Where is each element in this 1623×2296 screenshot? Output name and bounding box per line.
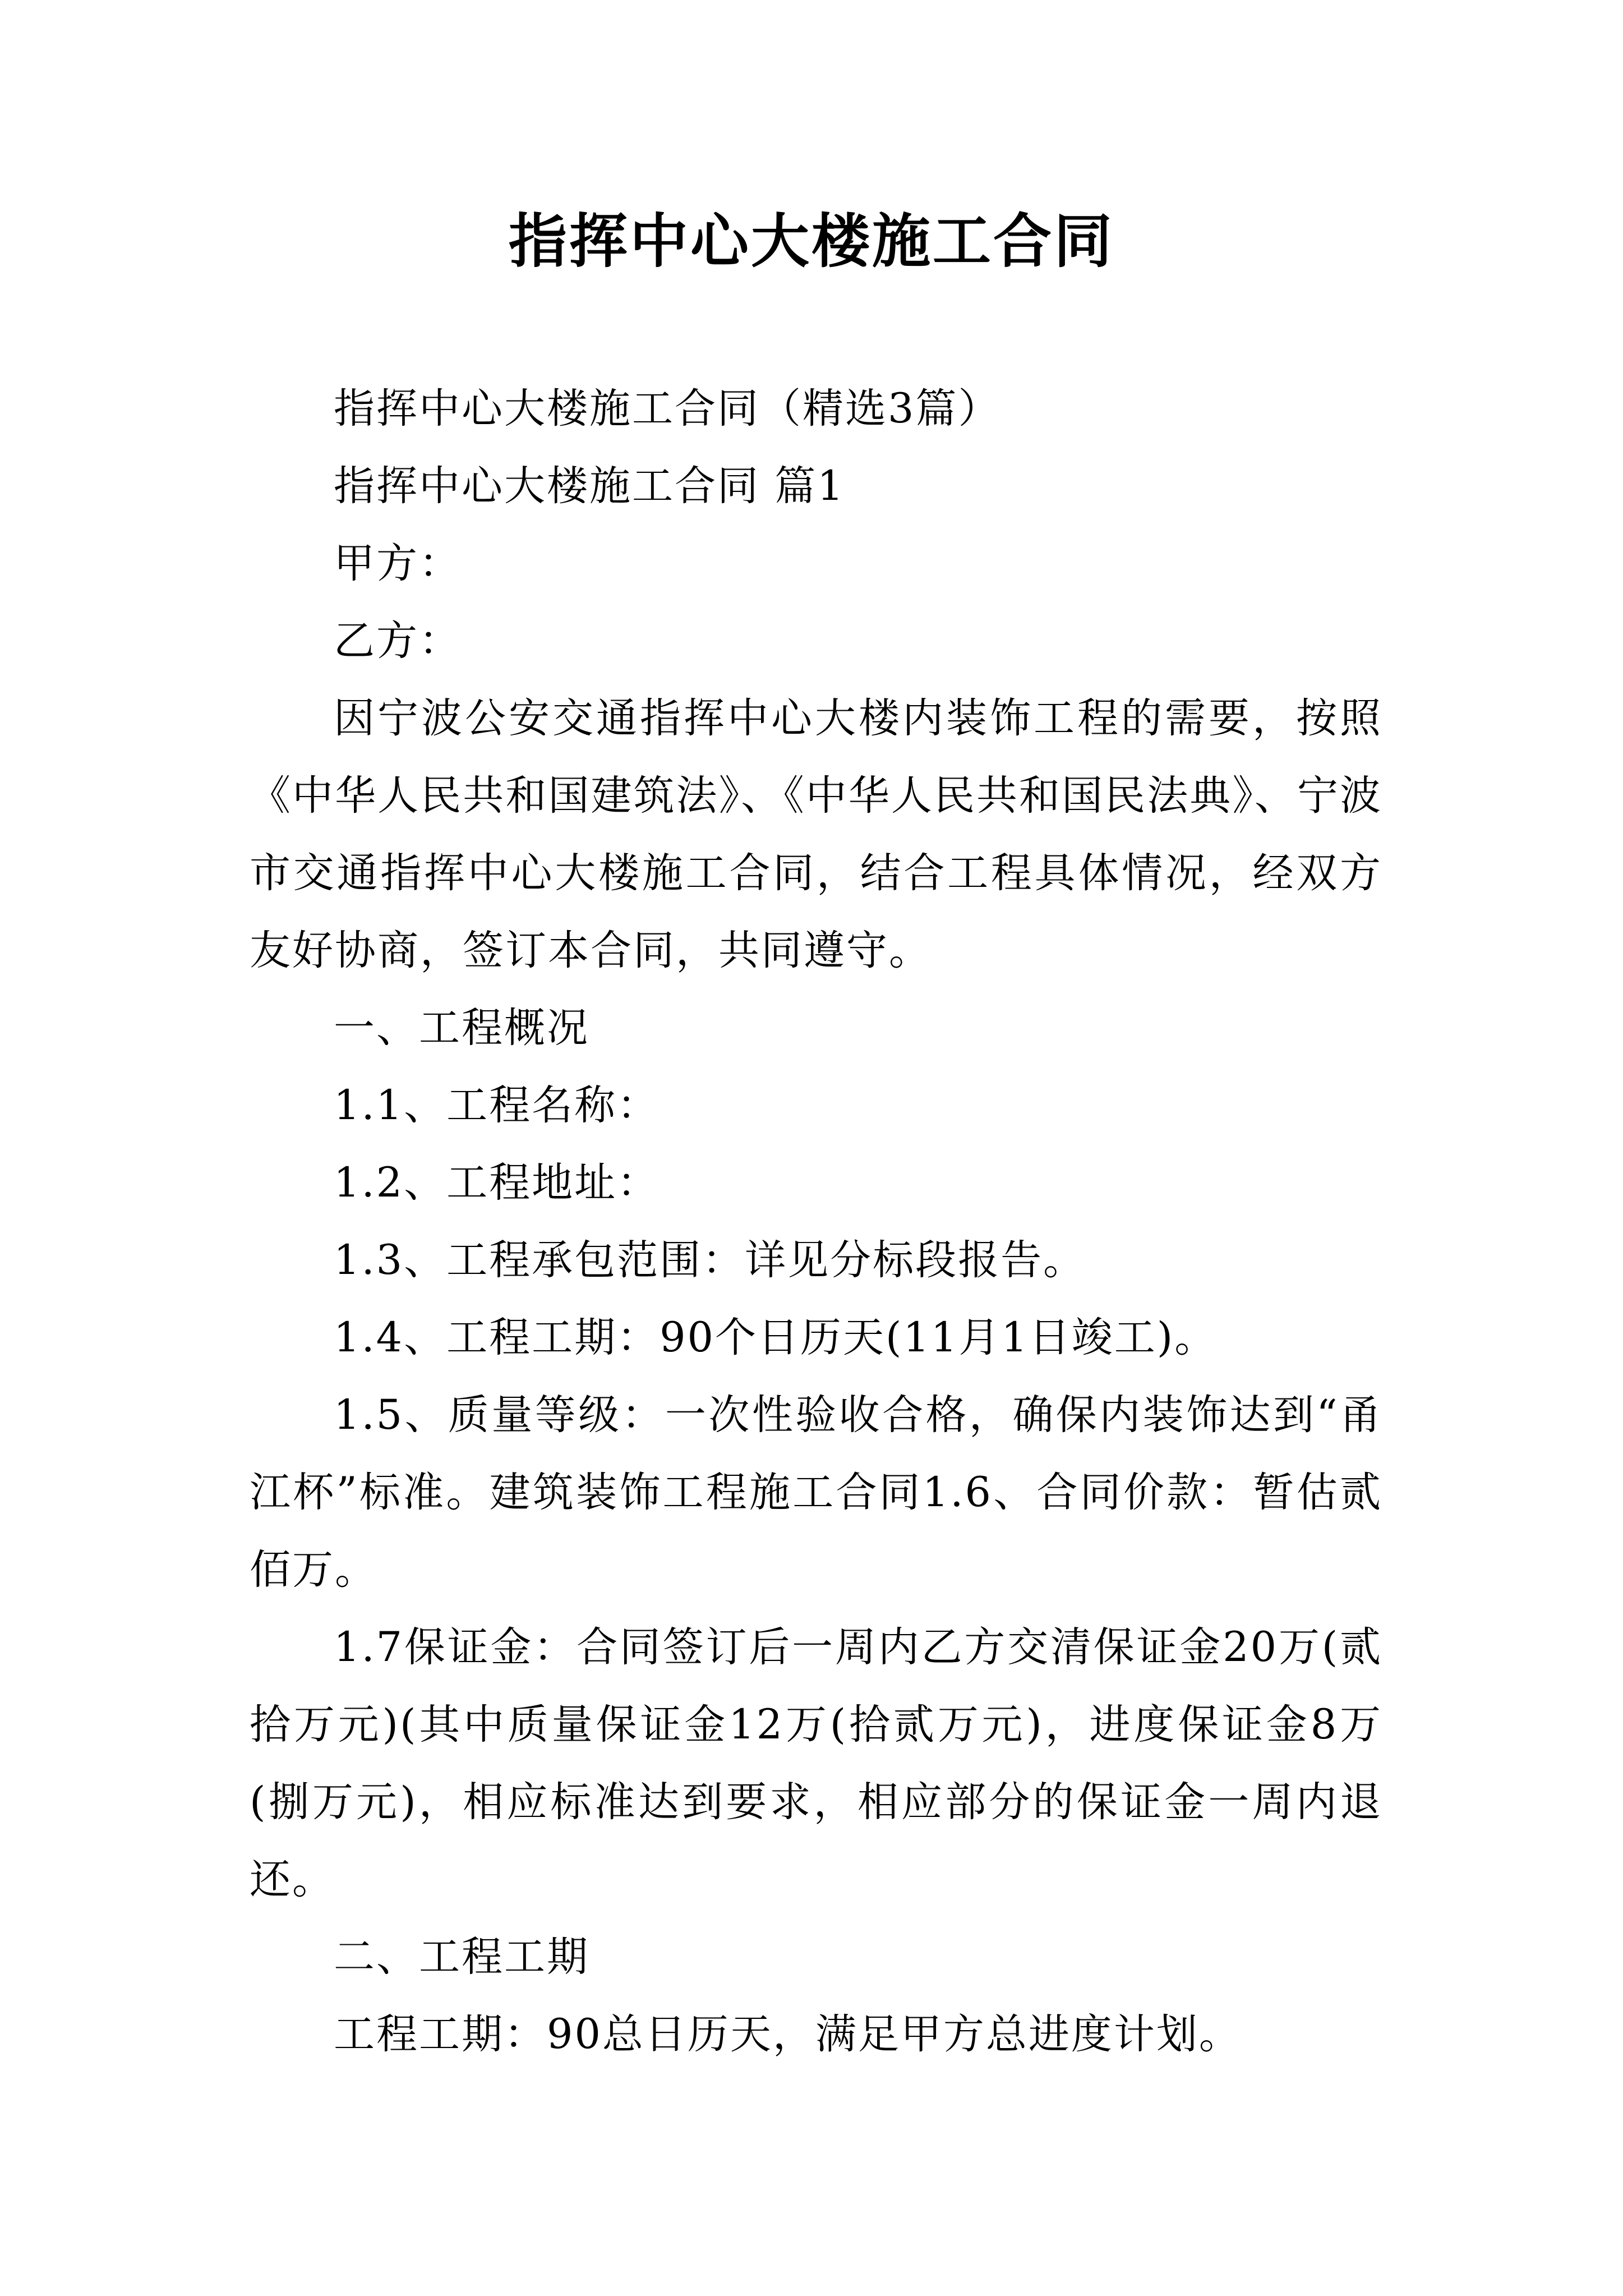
clause-paragraph: 1.3、工程承包范围：详见分标段报告。 xyxy=(334,1236,1086,1284)
preamble-paragraph: 因宁波公安交通指挥中心大楼内装饰工程的需要，按照《中华人民共和国建筑法》、《中华人民共和国民法典》、宁波市交通指挥中心大楼施工合同，结合工程具体情况，经双方友好协商，签订本合同，共同遵守。 xyxy=(250,694,1382,974)
document-title: 指挥中心大楼施工合同 xyxy=(508,207,1114,275)
document-body xyxy=(250,370,1382,2073)
clause-paragraph: 工程工期：90总日历天，满足甲方总进度计划。 xyxy=(334,2010,1242,2058)
subtitle-paragraph: 指挥中心大楼施工合同（精选3篇） xyxy=(334,385,1001,432)
clause-paragraph: 1.7保证金：合同签订后一周内乙方交清保证金20万(贰拾万元)(其中质量保证金12万(拾贰万元)，进度保证金8万(捌万元)，相应标准达到要求，相应部分的保证金一周内退还。 xyxy=(250,1623,1382,1903)
party-a-line: 甲方： xyxy=(334,540,462,587)
chapter-heading: 二、工程工期 xyxy=(334,1933,589,1981)
clause-paragraph: 1.2、工程地址： xyxy=(334,1159,660,1207)
clause-paragraph: 1.1、工程名称： xyxy=(334,1082,660,1129)
section-heading: 指挥中心大楼施工合同 篇1 xyxy=(334,462,845,510)
chapter-heading: 一、工程概况 xyxy=(334,1004,589,1052)
clause-paragraph: 1.4、工程工期：90个日历天(11月1日竣工)。 xyxy=(334,1314,1218,1361)
clause-paragraph: 1.5、质量等级：一次性验收合格，确保内装饰达到“甬江杯”标准。建筑装饰工程施工合同1.6、合同价款：暂估贰佰万。 xyxy=(250,1391,1382,1594)
party-b-line: 乙方： xyxy=(334,617,462,665)
